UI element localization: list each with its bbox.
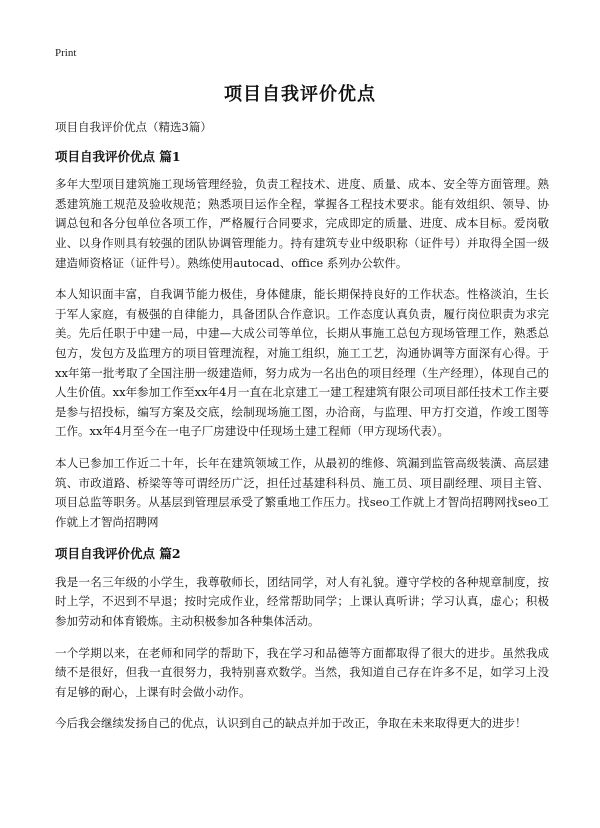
section-heading: 项目自我评价优点 篇2 — [55, 546, 181, 562]
paragraph: 我是一名三年级的小学生，我尊敬师长，团结同学，对人有礼貌。遵守学校的各种规章制度，按时上学，不迟到不早退；按时完成作业，经常帮助同学；上课认真听讲；学习认真，虚心；积极参加劳动和体育锻炼。主动积极参加各种集体活动。 — [55, 574, 549, 629]
section-1 — [55, 147, 549, 533]
paragraph: 本人已参加工作近二十年，长年在建筑领域工作，从最初的维修、筑漏到监管高级装潢、高层建筑、市政道路、桥梁等等可谓经历广泛，担任过基建科科员、施工员、项目副经理、项目主管、项目总监等职务。从基层到管理层承受了繁重地工作压力。找seo工作就上才智尚招聘网找seo工作就上才智尚招聘网 — [55, 455, 549, 529]
section-2 — [55, 544, 549, 734]
article-body — [55, 118, 549, 746]
paragraph: 一个学期以来，在老师和同学的帮助下，我在学习和品德等方面都取得了很大的进步。虽然我成绩不是很好，但我一直很努力，我特别喜欢数学。当然，我知道自己存在许多不足，如学习上没有足够的耐心，上课有时会做小动作。 — [55, 645, 549, 699]
print-link[interactable]: Print — [55, 47, 77, 59]
paragraph: 本人知识面丰富，自我调节能力极佳，身体健康，能长期保持良好的工作状态。性格淡泊，生长于军人家庭，有极强的自律能力，具备团队合作意识。工作态度认真负责，履行岗位职责为求完美。先后任职于中建一局，中建—大成公司等单位，长期从事施工总包方现场管理工作，熟悉总包方，发包方及监理方的项目管理流程，对施工组织，施工工艺，沟通协调等方面深有心得。于xx年第一批考取了全国注册一级建造师，努力成为一名出色的项目经理（生产经理），体现自己的人生价值。xx年参加工作至xx年4月一直在北京建工一建工程建筑有限公司项目部任技术工作主要是参与招投标，编写方案及交底，绘制现场施工图，办洽商，与监理、甲方打交道，作竣工图等工作。xx年4月至今在一电子厂房建设中任现场土建工程师（甲方现场代表）。 — [55, 287, 549, 439]
paragraph: 多年大型项目建筑施工现场管理经验，负责工程技术、进度、质量、成本、安全等方面管理。熟悉建筑施工规范及验收规范；熟悉项目运作全程，掌握各工程技术要求。能有效组织、领导、协调总包和各分包单位各项工作，严格履行合同要求，完成即定的质量、进度、成本目标。爱岗敬业、以身作则具有较强的团队协调管理能力。持有建筑专业中级职称（证件号）并取得全国一级建造师资格证（证件号）。熟练使用autocad、office 系列办公软件。 — [55, 177, 549, 270]
paragraph: 今后我会继续发扬自己的优点，认识到自己的缺点并加于改正，争取在未来取得更大的进步！ — [55, 716, 527, 731]
section-heading: 项目自我评价优点 篇1 — [55, 148, 181, 164]
article-subtitle: 项目自我评价优点（精选3篇） — [55, 120, 212, 134]
page-title: 项目自我评价优点 — [224, 84, 376, 105]
